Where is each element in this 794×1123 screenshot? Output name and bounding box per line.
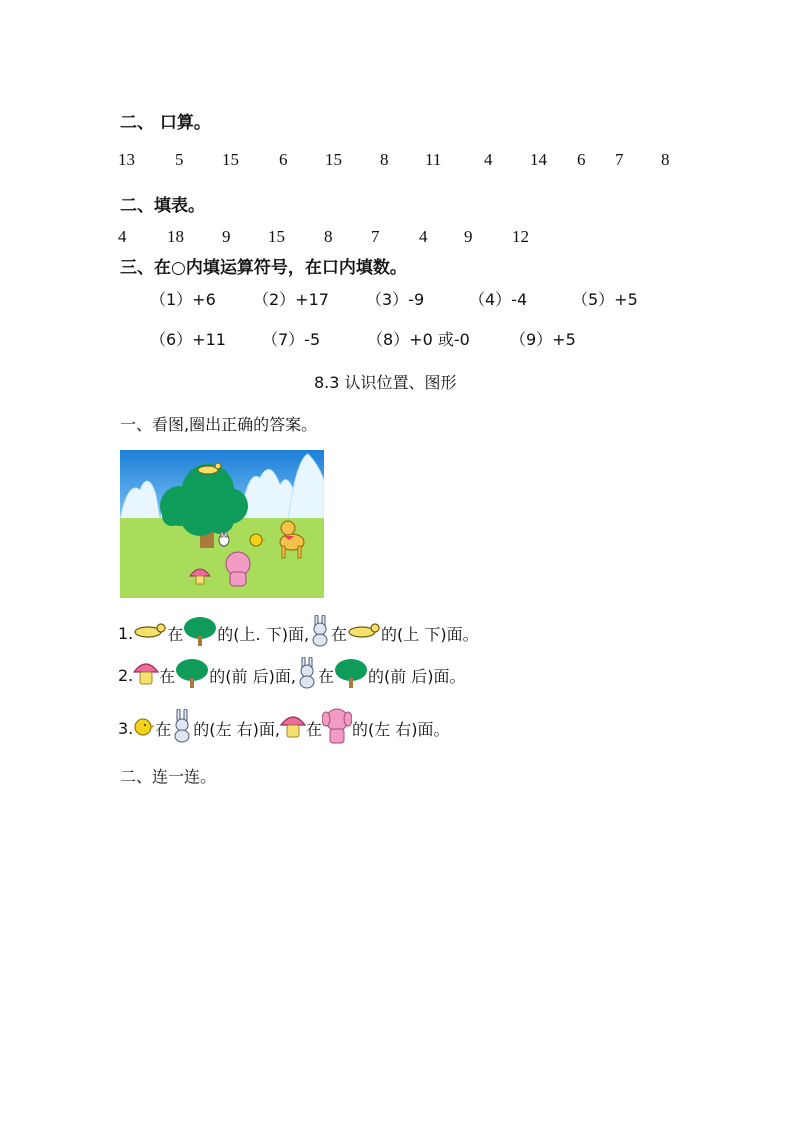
oral-answer: 8 [380,150,389,169]
ops-answer-7: （7）-5 [262,330,321,349]
ops-answer-8: （8）+0 或-0 [367,330,470,349]
q1-number: 1. [118,623,134,643]
table-answer: 12 [512,227,529,246]
oral-answer: 5 [175,150,184,169]
q2-zai-1: 在 [159,666,176,686]
oral-answer: 4 [484,150,493,169]
table-answer: 9 [464,227,473,246]
tree-icon [334,658,368,692]
oral-answer: 7 [615,150,624,169]
table-answer: 15 [268,227,285,246]
table-answer: 8 [324,227,333,246]
rabbit-icon [296,657,318,693]
ops-answer-9: （9）+5 [510,330,576,349]
tree-icon [175,658,209,692]
chick-icon [133,716,155,740]
tree-icon [183,616,217,650]
q1-options-1[interactable]: 的(上. 下)面, [217,624,310,644]
q3-options-1[interactable]: 的(左 右)面, [193,719,280,739]
table-answer: 4 [419,227,428,246]
section-ops-title: 三、在○内填运算符号，在口内填数。 [120,258,407,278]
q2-options-1[interactable]: 的(前 后)面, [209,666,296,686]
table-answer: 18 [167,227,184,246]
q3-number: 3. [118,718,134,738]
q2-zai-2: 在 [317,666,334,686]
table-answer: 4 [118,227,127,246]
bird-icon [133,619,167,647]
q3-zai-2: 在 [305,719,322,739]
q2-number: 2. [118,665,134,685]
oral-answer: 6 [279,150,288,169]
ops-answer-5: （5）+5 [572,290,638,309]
section-table-title: 二、填表。 [120,196,205,216]
oral-answer: 15 [325,150,342,169]
q1-zai-2: 在 [331,624,348,644]
table-answer: 9 [222,227,231,246]
ops-answer-4: （4）-4 [469,290,528,309]
mushroom-icon [280,713,306,743]
q1-zai-1: 在 [167,624,184,644]
oral-answer: 8 [661,150,670,169]
ops-answer-3: （3）-9 [366,290,425,309]
q3-zai-1: 在 [155,719,172,739]
ops-answer-6: （6）+11 [150,330,226,349]
oral-answer: 6 [577,150,586,169]
part1-title: 一、看图,圈出正确的答案。 [120,415,318,434]
elephant-icon [322,707,352,749]
q2-options-2[interactable]: 的(前 后)面。 [367,666,466,686]
question-1 [118,616,479,650]
ops-answer-2: （2）+17 [253,290,329,309]
question-2 [118,658,466,692]
section-oral-title: 二、 口算。 [120,113,211,133]
q3-options-2[interactable]: 的(左 右)面。 [351,719,450,739]
rabbit-icon [309,615,331,651]
part2-title: 二、连一连。 [120,767,217,786]
lesson-title: 8.3 认识位置、图形 [314,373,457,392]
mushroom-icon [133,660,159,690]
table-answer: 7 [371,227,380,246]
question-3 [118,708,450,748]
bird-icon [347,619,381,647]
oral-answer: 11 [425,150,442,169]
oral-answer: 15 [222,150,239,169]
oral-answer: 13 [118,150,135,169]
scene-picture [120,450,324,598]
q1-options-2[interactable]: 的(上 下)面。 [381,624,479,644]
oral-answer: 14 [530,150,547,169]
rabbit-icon [171,709,193,747]
ops-answer-1: （1）+6 [150,290,216,309]
